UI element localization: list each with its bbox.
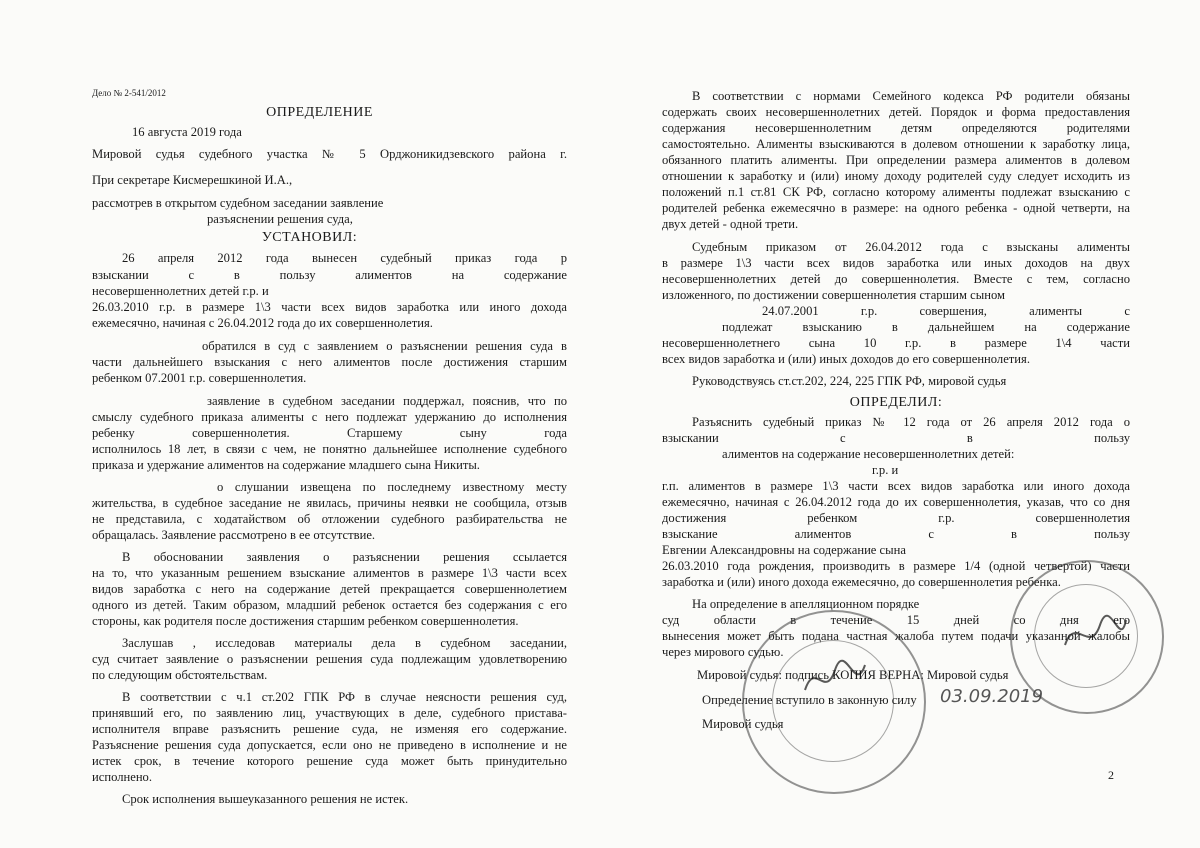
effective-date-handwritten: 03.09.2019: [940, 686, 1044, 707]
left-line: по следующим обстоятельствам.: [92, 668, 268, 682]
right-line: Руководствуясь ст.ст.202, 224, 225 ГПК РФ, мировой судья: [692, 374, 1007, 388]
case-number: Дело № 2-541/2012: [92, 88, 166, 98]
decided-heading: ОПРЕДЕЛИЛ:: [849, 395, 943, 410]
right-line: в размере 1\3 части всех видов заработка или иных доходов на двух: [662, 256, 1130, 270]
right-line: взыскании с в пользу: [662, 431, 1130, 445]
left-line: Заслушав , исследовав материалы дела в судебном заседании,: [122, 636, 567, 650]
left-line: видов заработка с него на содержание детей прекращается совершеннолетием: [92, 582, 567, 596]
right-line: двух детей - одной трети.: [662, 217, 799, 231]
left-line: взыскании с в пользу алиментов на содержание: [92, 268, 567, 282]
right-line: самостоятельно. Алименты взыскиваются в долевом отношении к заработку лица,: [662, 137, 1130, 151]
right-line: несовершеннолетнего сына 10 г.р. в размере 1\4 части: [662, 336, 1130, 350]
left-line: разъяснении решения суда,: [207, 212, 353, 226]
right-line: 26.03.2010 года рождения, производить в размере 1/4 (одной четвертой) части: [662, 559, 1130, 573]
left-line: стороны, как родителя после достижения старшим ребенком совершеннолетия.: [92, 614, 519, 628]
signature-line: Мировой судья: подпись КОПИЯ ВЕРНА: Мировой судья: [697, 668, 1009, 682]
right-line: достижения ребенком г.р. совершеннолетия: [662, 511, 1130, 525]
left-line: приказа и удержание алиментов на содержание младшего сына Никиты.: [92, 458, 480, 472]
left-line: Срок исполнения вышеуказанного решения не истек.: [122, 792, 409, 806]
left-line: части дальнейшего взыскания с него алиментов после достижения старшим: [92, 355, 567, 369]
left-line: ребенку совершеннолетия. Старшему сыну года: [92, 426, 567, 440]
left-line: Разъяснение решения суда допускается, если оно не приведено в исполнение и не: [92, 738, 567, 752]
right-line: содержать своих несовершеннолетних детей. Порядок и форма предоставления: [662, 105, 1130, 119]
left-line: При секретаре Кисмерешкиной И.А.,: [92, 173, 293, 187]
right-line: отношении к заработку и (или) иному доходу родителей суду следует исходить из: [662, 169, 1130, 183]
right-line: В соответствии с нормами Семейного кодекса РФ родители обязаны: [692, 89, 1130, 103]
right-line: суд области в течение 15 дней со дня его: [662, 613, 1130, 627]
left-line: о слушании извещена по последнему известному месту: [217, 480, 567, 494]
established-heading: УСТАНОВИЛ:: [261, 230, 358, 245]
left-line: заявление в судебном заседании поддержал, пояснив, что по: [207, 394, 567, 408]
right-line: всех видов заработка и (или) иных доходов до его совершеннолетия.: [662, 352, 1030, 366]
right-line: родителей ребенка ежемесячно в размере: на одного ребенка - одной четверти, на: [662, 201, 1130, 215]
right-line: г.р. и: [872, 463, 899, 477]
left-line: ребенком 07.2001 г.р. совершеннолетия.: [92, 371, 307, 385]
right-line: алиментов на содержание несовершеннолетних детей:: [722, 447, 1015, 461]
right-line: содержания несовершеннолетним детям определяются родителями: [662, 121, 1130, 135]
right-line: взыскание алиментов с в пользу: [662, 527, 1130, 541]
right-line: изложенного, по достижении совершеннолетия старшим сыном: [662, 288, 1005, 302]
page-number: 2: [1108, 768, 1114, 782]
left-line: рассмотрев в открытом судебном заседании заявление: [92, 196, 384, 210]
document-title: ОПРЕДЕЛЕНИЕ: [266, 105, 373, 120]
left-line: несовершеннолетних детей г.р. и: [92, 284, 269, 298]
left-line: исполнено.: [92, 770, 152, 784]
signature-scribble-icon: [800, 650, 870, 710]
left-line: на то, что указанным решением взыскание алиментов в размере 1\3 части всех: [92, 566, 567, 580]
left-line: Мировой судья судебного участка № 5 Орджоникидзевского района г.: [92, 147, 567, 161]
right-line: несовершеннолетних детей до совершеннолетия. Вместе с тем, согласно: [662, 272, 1130, 286]
right-line: Судебным приказом от 26.04.2012 года с взысканы алименты: [692, 240, 1130, 254]
left-line: жительства, в судебное заседание не явилась, причины неявки не сообщила, отзыв: [92, 496, 567, 510]
left-line: принявший его, по заявлению лиц, участвующих в деле, судебного пристава-: [92, 706, 567, 720]
right-line: г.п. алиментов в размере 1\3 части всех видов заработка или иного дохода: [662, 479, 1130, 493]
right-line: На определение в апелляционном порядке: [692, 597, 920, 611]
left-line: исполнителя вправе разъяснить решение суда, не изменяя его содержание.: [92, 722, 567, 736]
right-line: положений п.1 ст.81 СК РФ, согласно которому алименты подлежат взысканию с: [662, 185, 1130, 199]
left-line: В соответствии с ч.1 ст.202 ГПК РФ в случае неясности решения суд,: [122, 690, 567, 704]
right-line: обязанного платить алименты. При определении размера алиментов в долевом: [662, 153, 1130, 167]
document-date: 16 августа 2019 года: [132, 125, 242, 139]
left-line: В обосновании заявления о разъяснении решения ссылается: [122, 550, 567, 564]
left-line: обращалась. Заявление рассмотрено в ее отсутствие.: [92, 528, 376, 542]
left-line: истек срок, в течение которого решение суда может быть принудительно: [92, 754, 567, 768]
left-line: исполнилось 18 лет, в связи с чем, не понятно дальнейшее исполнение судебного: [92, 442, 567, 456]
effective-line: Определение вступило в законную силу: [702, 693, 917, 707]
right-line: Разъяснить судебный приказ № 12 года от 26 апреля 2012 года о: [692, 415, 1130, 429]
right-line: через мирового судью.: [662, 645, 784, 659]
signature-scribble-icon: [1060, 610, 1130, 660]
left-line: ежемесячно, начиная с 26.04.2012 года до их совершеннолетия.: [92, 316, 433, 330]
left-line: 26.03.2010 г.р. в размере 1\3 части всех видов заработка или иного дохода: [92, 300, 567, 314]
left-line: не представила, с ходатайством об отложении судебного разбирательства не: [92, 512, 567, 526]
left-line: 26 апреля 2012 года вынесен судебный приказ года р: [122, 251, 567, 265]
left-line: обратился в суд с заявлением о разъяснении решения суда в: [202, 339, 567, 353]
right-line: 24.07.2001 г.р. совершения, алименты с: [762, 304, 1130, 318]
right-line: Евгении Александровны на содержание сына: [662, 543, 906, 557]
left-line: одного из детей. Таким образом, младший ребенок остается без содержания с его: [92, 598, 567, 612]
right-line: заработка и (или) иного дохода ежемесячно, до совершеннолетия ребенка.: [662, 575, 1061, 589]
left-line: смыслу судебного приказа алименты с него подлежат удержанию до исполнения: [92, 410, 567, 424]
right-line: подлежат взысканию в дальнейшем на содержание: [722, 320, 1130, 334]
right-line: Мировой судья: [702, 717, 784, 731]
right-line: ежемесячно, начиная с 26.04.2012 года до их совершеннолетия, указав, что со дня: [662, 495, 1130, 509]
left-line: суд считает заявление о разъяснении решения суда подлежащим удовлетворению: [92, 652, 567, 666]
right-line: вынесения может быть подана частная жалоба путем подачи указанной жалобы: [662, 629, 1130, 643]
